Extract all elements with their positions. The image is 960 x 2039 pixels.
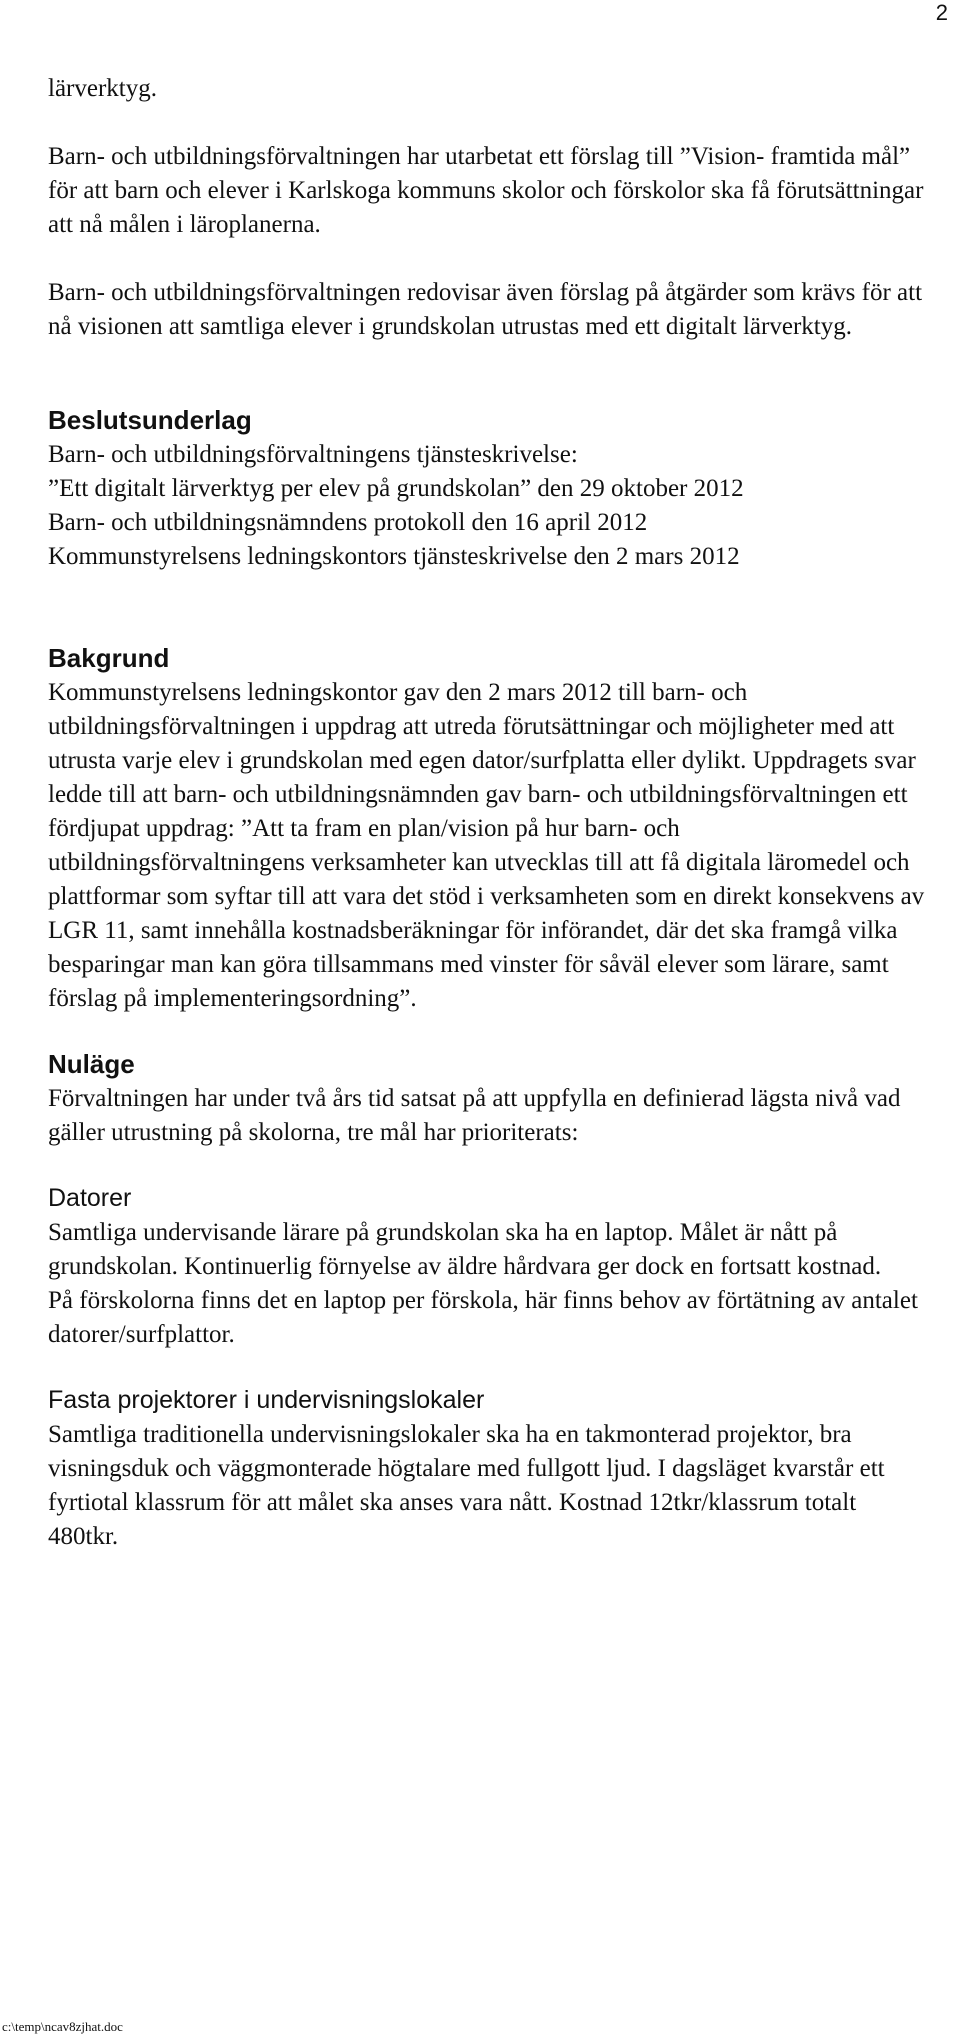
datorer-paragraph-1: Samtliga undervisande lärare på grundskolan ska ha en laptop. Målet är nått på grundskolan. Kontinuerlig förnyelse av äldre hårdvara ger dock en fortsatt kostnad. <box>48 1219 882 1280</box>
nulage-paragraph: Förvaltningen har under två års tid satsat på att uppfylla en definierad lägsta nivå vad gäller utrustning på skolorna, tre mål har prioriterats: <box>48 1085 901 1146</box>
section-heading-beslutsunderlag: Beslutsunderlag <box>48 405 252 435</box>
document-body <box>48 72 928 1554</box>
intro-paragraph-2: Barn- och utbildningsförvaltningen har utarbetat ett förslag till ”Vision- framtida mål” för att barn och elever i Karlskoga kommuns skolor och förskolor ska få förutsättningar att nå målen i läroplanerna. <box>48 143 924 238</box>
page-number: 2 <box>935 0 948 25</box>
beslutsunderlag-line: Kommunstyrelsens ledningskontors tjänsteskrivelse den 2 mars 2012 <box>48 543 740 570</box>
subsection-heading-projektorer: Fasta projektorer i undervisningslokaler <box>48 1386 485 1414</box>
datorer-paragraph-2: På förskolorna finns det en laptop per förskola, här finns behov av förtätning av antalet datorer/surfplattor. <box>48 1287 918 1348</box>
beslutsunderlag-list <box>48 438 928 574</box>
section-heading-bakgrund: Bakgrund <box>48 643 170 673</box>
projektorer-paragraph: Samtliga traditionella undervisningslokaler ska ha en takmonterad projektor, bra visningsduk och väggmonterade högtalare med fullgott ljud. I dagsläget kvarstår ett fyrtiotal klassrum för att målet ska anses vara nått. Kostnad 12tkr/klassrum totalt 480tkr. <box>48 1421 885 1550</box>
beslutsunderlag-line: Barn- och utbildningsförvaltningens tjänsteskrivelse: <box>48 441 578 468</box>
beslutsunderlag-line: ”Ett digitalt lärverktyg per elev på grundskolan” den 29 oktober 2012 <box>48 475 744 502</box>
subsection-heading-datorer: Datorer <box>48 1184 132 1212</box>
intro-paragraph-3: Barn- och utbildningsförvaltningen redovisar även förslag på åtgärder som krävs för att nå visionen att samtliga elever i grundskolan utrustas med ett digitalt lärverktyg. <box>48 279 923 340</box>
footer-file-path: c:\temp\ncav8zjhat.doc <box>2 2019 123 2034</box>
section-heading-nulage: Nuläge <box>48 1049 135 1079</box>
intro-paragraph-1: lärverktyg. <box>48 75 157 102</box>
beslutsunderlag-line: Barn- och utbildningsnämndens protokoll den 16 april 2012 <box>48 509 648 536</box>
bakgrund-paragraph: Kommunstyrelsens ledningskontor gav den 2 mars 2012 till barn- och utbildningsförvaltningen i uppdrag att utreda förutsättningar och möjligheter med att utrusta varje elev i grundskolan med egen dator/surfplatta eller dylikt. Uppdragets svar ledde till att barn- och utbildningsnämnden gav barn- och utbildningsförvaltningen ett fördjupat uppdrag: ”Att ta fram en plan/vision på hur barn- och utbildningsförvaltningens verksamheter kan utvecklas till att få digitala läromedel och plattformar som syftar till att vara det stöd i verksamheten som en direkt konsekvens av LGR 11, samt innehålla kostnadsberäkningar för införandet, där det ska framgå vilka besparingar man kan göra tillsammans med vinster för såväl elever som lärare, samt förslag på implementeringsordning”. <box>48 679 925 1012</box>
